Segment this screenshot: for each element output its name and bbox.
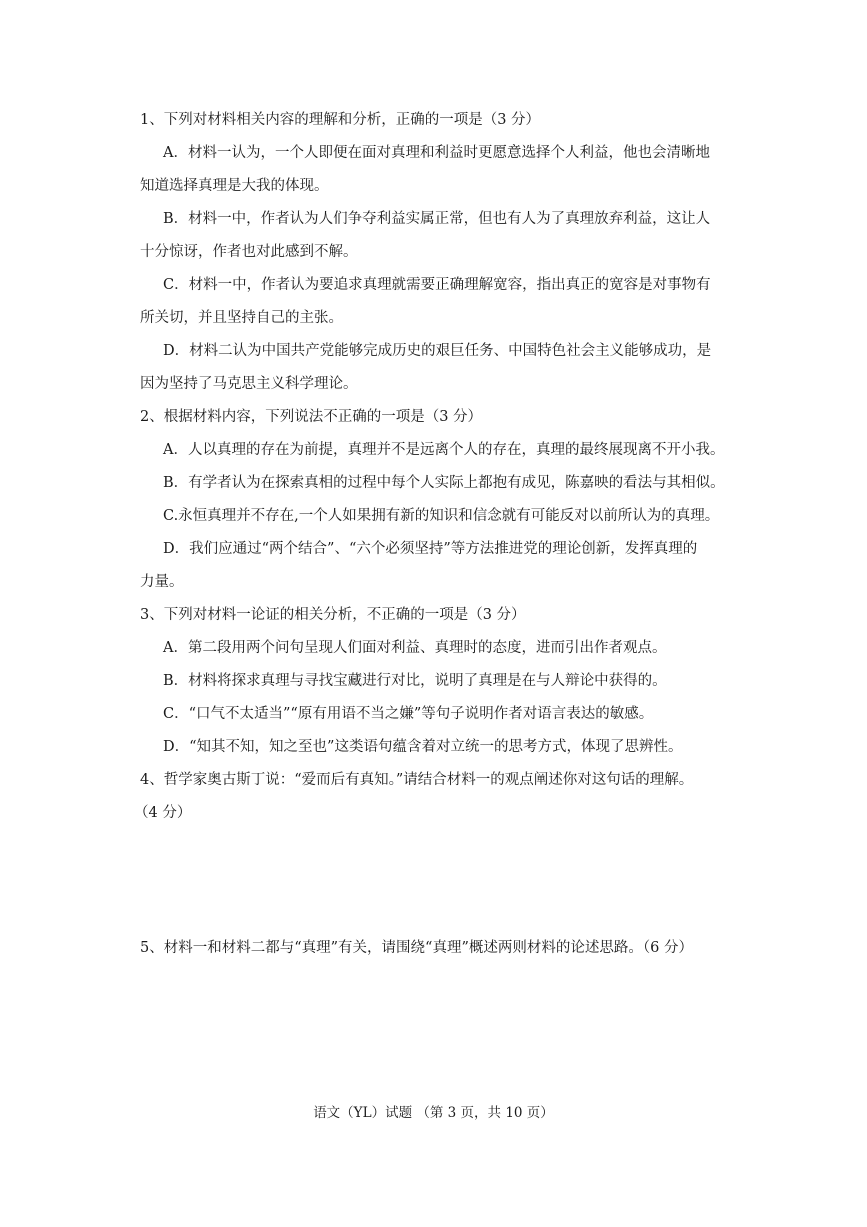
question-1-option-a-cont: 知道选择真理是大我的体现。	[140, 178, 329, 194]
question-3-option-c: C．“口气不太适当”“原有用语不当之嫌”等句子说明作者对语言表达的敏感。	[163, 706, 654, 722]
question-1-option-a: A．材料一认为，一个人即便在面对真理和利益时更愿意选择个人利益，他也会清晰地	[163, 145, 710, 161]
question-5-stem: 5、材料一和材料二都与“真理”有关，请围绕“真理”概述两则材料的论述思路。（6 分）	[140, 940, 693, 956]
question-4-stem: 4、哲学家奥古斯丁说：“爱而后有真知。”请结合材料一的观点阐述你对这句话的理解。	[140, 772, 694, 788]
question-3-option-d: D．“知其不知，知之至也”这类语句蕴含着对立统一的思考方式，体现了思辨性。	[163, 739, 683, 755]
page-footer: 语文（YL）试题 （第 3 页，共 10 页）	[313, 1105, 554, 1121]
question-1-option-d: D．材料二认为中国共产党能够完成历史的艰巨任务、中国特色社会主义能够成功，是	[163, 343, 712, 359]
question-2-option-a: A．人以真理的存在为前提，真理并不是远离个人的存在，真理的最终展现离不开小我。	[163, 442, 725, 458]
question-2-option-d: D．我们应通过“两个结合”、“六个必须坚持”等方法推进党的理论创新，发挥真理的	[163, 541, 698, 557]
question-1-option-b-cont: 十分惊讶，作者也对此感到不解。	[140, 244, 358, 260]
question-1-option-d-cont: 因为坚持了马克思主义科学理论。	[140, 376, 358, 392]
question-3-option-a: A．第二段用两个问句呈现人们面对利益、真理时的态度，进而引出作者观点。	[163, 640, 667, 656]
question-1-option-b: B．材料一中，作者认为人们争夺利益实属正常，但也有人为了真理放弃利益，这让人	[163, 211, 711, 227]
question-2-option-c: C.永恒真理并不存在,一个人如果拥有新的知识和信念就有可能反对以前所认为的真理。	[163, 508, 720, 524]
question-3-stem: 3、下列对材料一论证的相关分析，不正确的一项是（3 分）	[140, 607, 526, 623]
question-4-score: （4 分）	[134, 805, 192, 821]
question-2-stem: 2、根据材料内容，下列说法不正确的一项是（3 分）	[140, 409, 483, 425]
question-3-option-b: B．材料将探求真理与寻找宝藏进行对比，说明了真理是在与人辩论中获得的。	[163, 673, 667, 689]
question-1-option-c: C．材料一中，作者认为要追求真理就需要正确理解宽容，指出真正的宽容是对事物有	[163, 277, 711, 293]
question-1-option-c-cont: 所关切，并且坚持自己的主张。	[140, 310, 343, 326]
question-1-stem: 1、下列对材料相关内容的理解和分析，正确的一项是（3 分）	[140, 112, 541, 128]
question-2-option-b: B．有学者认为在探索真相的过程中每个人实际上都抱有成见，陈嘉映的看法与其相似。	[163, 475, 725, 491]
question-2-option-d-cont: 力量。	[140, 574, 184, 590]
